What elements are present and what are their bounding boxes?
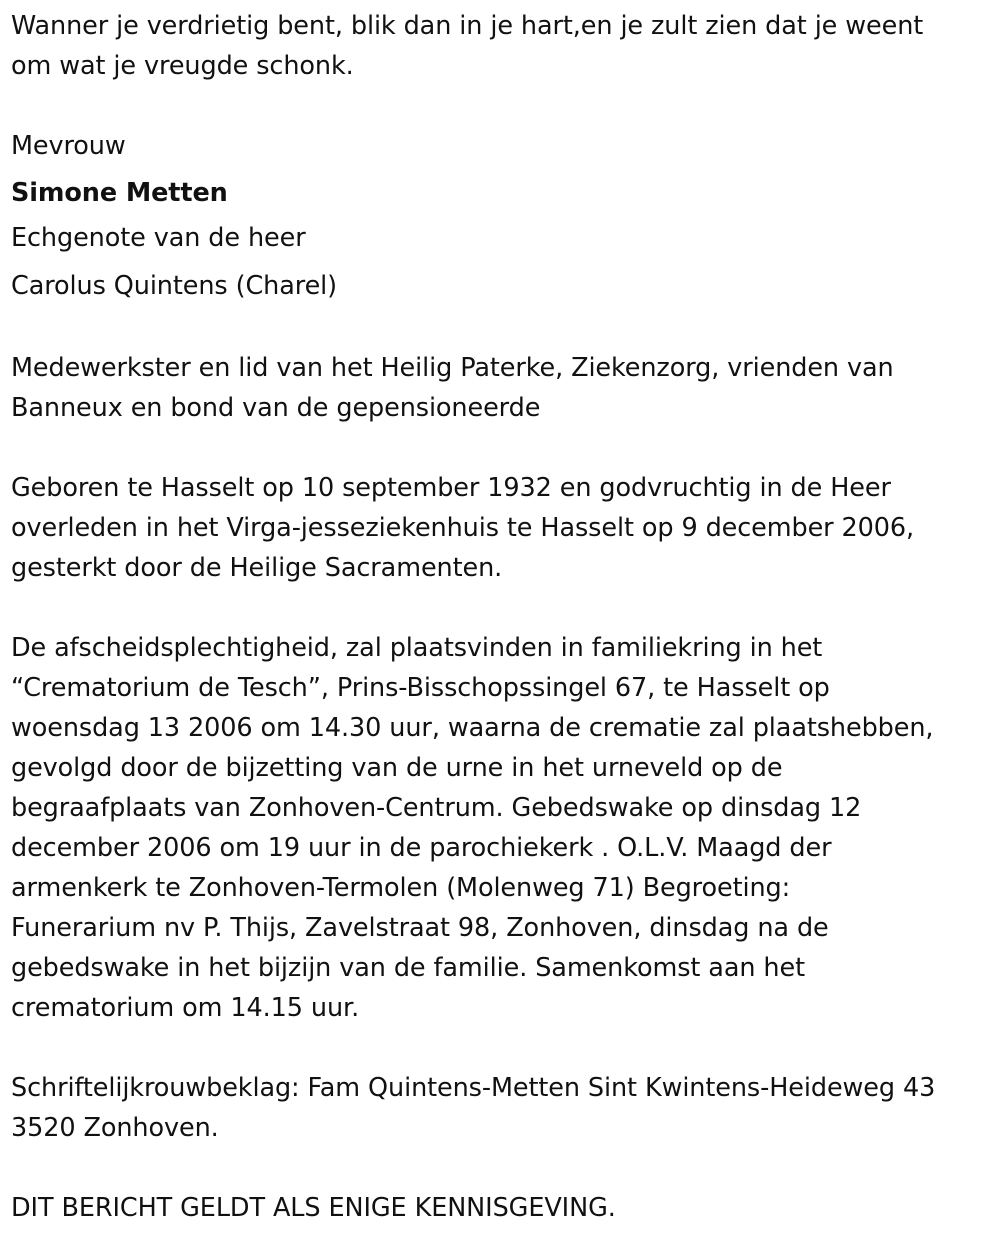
quote-line: om wat je vreugde schonk. xyxy=(11,51,354,81)
condolence-line: Schriftelijkrouwbeklag: Fam Quintens-Metten Sint Kwintens-Heideweg 43 xyxy=(11,1073,936,1103)
ceremony-line: armenkerk te Zonhoven-Termolen (Molenweg 71) Begroeting: xyxy=(11,873,791,903)
ceremony-line: gevolgd door de bijzetting van de urne in het urneveld op de xyxy=(11,753,783,783)
ceremony-line: december 2006 om 19 uur in de parochiekerk . O.L.V. Maagd der xyxy=(11,833,832,863)
ceremony-paragraph xyxy=(11,628,996,1028)
ceremony-line: begraafplaats van Zonhoven-Centrum. Gebedswake op dinsdag 12 xyxy=(11,793,862,823)
ceremony-line: gebedswake in het bijzijn van de familie. Samenkomst aan het xyxy=(11,953,805,983)
life-paragraph xyxy=(11,468,996,588)
ceremony-line: crematorium om 14.15 uur. xyxy=(11,993,360,1023)
ceremony-line: Funerarium nv P. Thijs, Zavelstraat 98, Zonhoven, dinsdag na de xyxy=(11,913,829,943)
life-line: Geboren te Hasselt op 10 september 1932 en godvruchtig in de Heer xyxy=(11,473,891,503)
obituary-document xyxy=(11,6,996,1228)
spouse-line: Carolus Quintens (Charel) xyxy=(11,271,337,301)
memberships-paragraph xyxy=(11,348,996,428)
memberships-line: Medewerkster en lid van het Heilig Paterke, Ziekenzorg, vrienden van xyxy=(11,353,894,383)
ceremony-line: woensdag 13 2006 om 14.30 uur, waarna de crematie zal plaatshebben, xyxy=(11,713,934,743)
salutation: Mevrouw xyxy=(11,131,126,161)
deceased-block xyxy=(11,126,996,310)
final-notice: DIT BERICHT GELDT ALS ENIGE KENNISGEVING. xyxy=(11,1193,616,1223)
life-line: gesterkt door de Heilige Sacramenten. xyxy=(11,553,503,583)
spouse-line: Echgenote van de heer xyxy=(11,223,306,253)
condolence-paragraph xyxy=(11,1068,996,1148)
ceremony-line: De afscheidsplechtigheid, zal plaatsvinden in familiekring in het xyxy=(11,633,823,663)
life-line: overleden in het Virga-jesseziekenhuis te Hasselt op 9 december 2006, xyxy=(11,513,915,543)
deceased-name: Simone Metten xyxy=(11,178,228,208)
ceremony-line: “Crematorium de Tesch”, Prins-Bisschopssingel 67, te Hasselt op xyxy=(11,673,830,703)
quote-line: Wanner je verdrietig bent, blik dan in je hart,en je zult zien dat je weent xyxy=(11,11,924,41)
memberships-line: Banneux en bond van de gepensioneerde xyxy=(11,393,541,423)
condolence-line: 3520 Zonhoven. xyxy=(11,1113,219,1143)
opening-quote xyxy=(11,6,996,86)
